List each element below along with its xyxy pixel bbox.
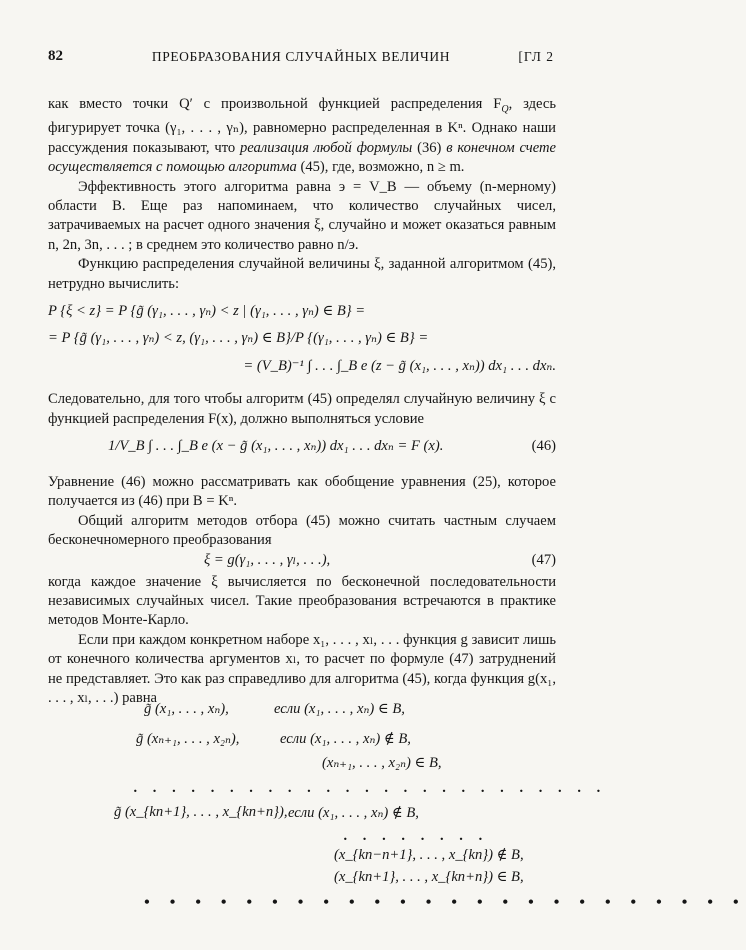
cases-ellipsis: . . . . . . . . . . . . . . . . . . . . . . . . .	[134, 780, 607, 796]
case-k-condition-2: (x_{kn−n+1}, . . . , x_{kn}) ∉ B,	[334, 847, 524, 863]
case-2-value: g̃ (xₙ₊₁, . . . , x₂ₙ),	[136, 731, 240, 747]
final-ellipsis: • • • • • • • • • • • • • • • • • • • • • • • •	[144, 894, 746, 911]
page-header	[48, 48, 554, 70]
case-2-condition: если (x₁, . . . , xₙ) ∉ B,	[280, 731, 411, 747]
paragraph-1: как вместо точки Q′ с произвольной функцией распределения $F_Q$, здесь фигурирует точка (γ₁, . . . , γₙ), равномерно распределенная в Kⁿ. Однако наши рассуждения показывают, что реализация любой формулы (36) в конечном счете осуществляется с помощью алгоритма (45), где, возможно, n ≥ m.	[48, 96, 556, 176]
case-1-condition: если (x₁, . . . , xₙ) ∈ B,	[274, 701, 405, 717]
formula-line-1: P {ξ < z} = P {g̃ (γ₁, . . . , γₙ) < z | (γ₁, . . . , γₙ) ∈ B} =	[48, 302, 366, 319]
paragraph-2: Эффективность этого алгоритма равна э = V_B — объему (n-мерному) области B. Еще раз напоминаем, что количество случайных чисел, затрачиваемых на расчет одного значения ξ, случайно и может оказаться равным n, 2n, 3n, . . . ; в среднем это количество равно n/э.	[48, 178, 556, 253]
case-k-condition-3: (x_{kn+1}, . . . , x_{kn+n}) ∈ B,	[334, 869, 524, 885]
case-k-condition: если (x₁, . . . , xₙ) ∉ B,	[288, 805, 419, 821]
case-1-value: g̃ (x₁, . . . , xₙ),	[144, 701, 229, 717]
case-k-value: g̃ (x_{kn+1}, . . . , x_{kn+n}),	[114, 804, 288, 820]
case-2-condition-2: (xₙ₊₁, . . . , x₂ₙ) ∈ B,	[322, 755, 442, 771]
paragraph-8: Если при каждом конкретном наборе x₁, . . . , xₗ, . . . функция g зависит лишь от конечного количества аргументов xₗ, то расчет по формуле (47) затруднений не представляет. Это как раз справедливо для алгоритма (45), когда функция g(x₁, . . . , xₗ, . . .) равна	[48, 631, 556, 707]
paragraph-5: Уравнение (46) можно рассматривать как обобщение уравнения (25), которое получается из (46) при B = Kⁿ.	[48, 474, 556, 510]
paragraph-7: когда каждое значение ξ вычисляется по бесконечной последовательности независимых случайных чисел. Такие преобразования встречаются в практике методов Монте-Карло.	[48, 573, 556, 629]
equation-46-body: 1/V_B ∫ . . . ∫_B e (x − g̃ (x₁, . . . , xₙ)) dx₁ . . . dxₙ = F (x).	[108, 438, 444, 454]
formula-line-2: = P {g̃ (γ₁, . . . , γₙ) < z, (γ₁, . . . , γₙ) ∈ B}/P {(γ₁, . . . , γₙ) ∈ B} =	[48, 330, 429, 347]
case-k-ellipsis: . . . . . . . .	[344, 828, 489, 844]
paragraph-4: Следовательно, для того чтобы алгоритм (45) определял случайную величину ξ с функцией распределения F(x), должно выполняться условие	[48, 391, 556, 427]
page-body	[48, 95, 556, 708]
equation-47-number: (47)	[531, 551, 556, 568]
equation-46	[48, 429, 556, 465]
formula-line-3: = (V_B)⁻¹ ∫ . . . ∫_B e (z − g̃ (x₁, . . . , xₙ)) dx₁ . . . dxₙ.	[243, 357, 556, 374]
equation-46-number: (46)	[531, 438, 556, 454]
chapter-label: [ГЛ 2	[518, 49, 554, 64]
equation-47-body: ξ = g(γ₁, . . . , γₗ, . . .),	[204, 551, 331, 568]
running-title: ПРЕОБРАЗОВАНИЯ СЛУЧАЙНЫХ ВЕЛИЧИН	[151, 49, 451, 64]
paragraph-3: Функцию распределения случайной величины ξ, заданной алгоритмом (45), нетрудно вычислить:	[48, 256, 556, 292]
paragraph-6: Общий алгоритм методов отбора (45) можно считать частным случаем бесконечномерного преобразования	[48, 512, 556, 549]
equation-47	[48, 551, 556, 573]
page-number: 82	[48, 48, 63, 64]
